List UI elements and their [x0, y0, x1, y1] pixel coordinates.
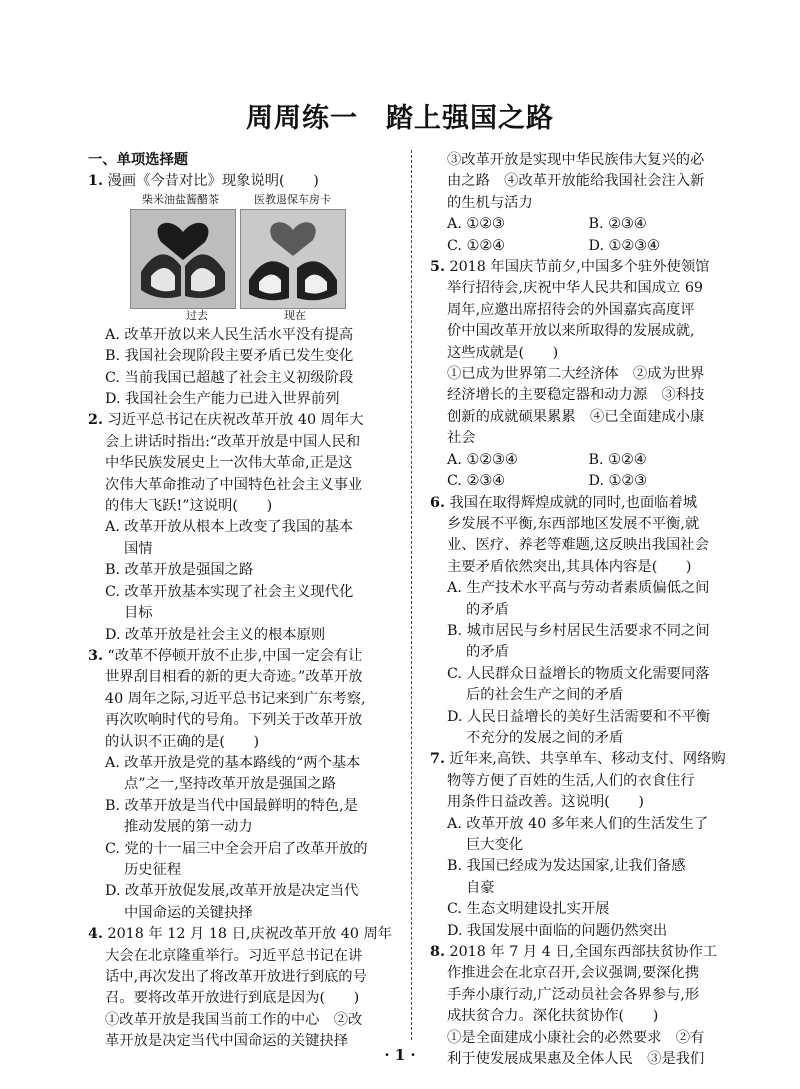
- figure-label-past: 过去: [186, 308, 208, 322]
- question-text-line: 次伟大革命推动了中国特色社会主义事业: [105, 476, 363, 493]
- answer-option-continued: 的矛盾: [466, 601, 509, 618]
- answer-option-continued: 巨大变化: [466, 837, 524, 853]
- question-number: 8.: [430, 944, 445, 961]
- question-stem: 5. 2018 年国庆节前夕,中国多个驻外使领馆: [430, 259, 710, 276]
- question-text-line: 会上讲话时指出:“改革开放是中国人民和: [105, 433, 361, 450]
- question-text-line: 价中国改革开放以来所取得的发展成就,: [447, 323, 695, 340]
- question-stem: 2. 习近平总书记在庆祝改革开放 40 周年大: [88, 412, 364, 429]
- figure-label-present: 现在: [284, 308, 306, 322]
- right-question-lines: [430, 150, 730, 1070]
- question-stem: 3. “改革不停顿开放不止步,中国一定会有让: [88, 647, 363, 664]
- question-text-line: 成扶贫合力。深化扶贫协作( ): [447, 1008, 659, 1025]
- answer-option-continued: 目标: [124, 605, 153, 622]
- answer-option: A. ①②③: [447, 216, 505, 233]
- question-text-line: 再次吹响时代的号角。下列关于改革开放: [105, 712, 363, 729]
- question-text-line: 乡发展不平衡,东西部地区发展不平衡,就: [447, 515, 700, 532]
- question-text-line: 的生机与活力: [447, 194, 533, 211]
- question-text-line: 世界刮目相看的新的更大奇迹。”改革开放: [105, 669, 363, 686]
- answer-option-continued: 国情: [124, 540, 153, 557]
- answer-option: C. ①②④: [447, 237, 505, 254]
- answer-option: D. ①②③④: [588, 237, 660, 254]
- option-row: [430, 471, 730, 492]
- question-text-line: 业、医疗、养老等难题,这反映出我国社会: [447, 537, 709, 554]
- question-number: 5.: [430, 259, 445, 276]
- answer-option: D. 我国发展中面临的问题仍然突出: [447, 922, 668, 939]
- question-number: 6.: [430, 494, 445, 511]
- answer-option-continued: 点”之一,坚持改革开放是强国之路: [124, 776, 337, 793]
- answer-option: C. 生态文明建设扎实开展: [447, 901, 610, 918]
- question-text-line: 由之路 ④改革开放能给我国社会注入新: [447, 173, 705, 190]
- question-text-line: ①是全面建成小康社会的必然要求 ②有: [447, 1029, 705, 1046]
- answer-option: D. 改革开放是社会主义的根本原则: [105, 626, 326, 643]
- question-text-line: 物等方便了百姓的生活,人们的衣食住行: [447, 772, 695, 789]
- question-text-line: 举行招待会,庆祝中华人民共和国成立 69: [447, 280, 704, 297]
- question-text-line: 社会: [447, 430, 476, 447]
- option-row: [430, 236, 730, 257]
- answer-option: A. 改革开放是党的基本路线的“两个基本: [105, 754, 361, 771]
- answer-option: B. ②③④: [588, 216, 647, 233]
- question-number: 1.: [88, 173, 103, 190]
- option-row: [430, 214, 730, 235]
- question-text-line: ③改革开放是实现中华民族伟大复兴的必: [447, 152, 705, 168]
- page-title: 周周练一 踏上强国之路: [246, 103, 554, 134]
- answer-option: C. 党的十一届三中全会开启了改革开放的: [105, 840, 368, 857]
- question-stem: 1. 漫画《今昔对比》现象说明( ): [88, 173, 319, 190]
- question-text-line: 中华民族发展史上一次伟大革命,正是这: [105, 455, 353, 472]
- question-text-line: 革开放是决定当代中国命运的关键抉择: [105, 1033, 349, 1050]
- question-stem: 4. 2018 年 12 月 18 日,庆祝改革开放 40 周年: [88, 926, 393, 943]
- answer-option: C. 改革开放基本实现了社会主义现代化: [105, 583, 354, 600]
- question-text-line: ①已成为世界第二大经济体 ②成为世界: [447, 366, 705, 383]
- answer-option-continued: 的矛盾: [466, 644, 509, 661]
- option-row: [430, 450, 730, 471]
- section-heading: 一、单项选择题: [88, 152, 189, 168]
- question-stem: 8. 2018 年 7 月 4 日,全国东西部扶贫协作工: [430, 944, 718, 961]
- answer-option: D. 我国社会生产能力已进入世界前列: [105, 391, 340, 408]
- answer-option: B. 改革开放是强国之路: [105, 562, 254, 579]
- answer-option: A. 改革开放以来人民生活水平没有提高: [105, 326, 354, 343]
- question-text-line: 周年,应邀出席招待会的外国嘉宾高度评: [447, 301, 695, 318]
- answer-option: B. ①②④: [588, 451, 647, 468]
- question-stem: 7. 近年来,高铁、共享单车、移动支付、网络购: [430, 751, 726, 768]
- question-text-line: 40 周年之际,习近平总书记来到广东考察,: [105, 690, 366, 707]
- answer-option: C. ②③④: [447, 473, 505, 490]
- answer-option: C. 当前我国已超越了社会主义初级阶段: [105, 369, 354, 386]
- answer-option: B. 城市居民与乡村居民生活要求不同之间: [447, 622, 710, 639]
- column-divider: [411, 150, 412, 1040]
- answer-option: A. 改革开放从根本上改变了我国的基本: [105, 519, 354, 536]
- answer-option: A. 改革开放 40 多年来人们的生活发生了: [447, 815, 709, 832]
- question-text-line: 手奔小康行动,广泛动员社会各界参与,形: [447, 986, 700, 1003]
- answer-option: B. 改革开放是当代中国最鲜明的特色,是: [105, 797, 358, 814]
- question-text-line: 经济增长的主要稳定器和动力源 ③科技: [447, 387, 705, 404]
- answer-option: B. 我国社会现阶段主要矛盾已发生变化: [105, 348, 354, 365]
- question-text-line: 作推进会在北京召开,会议强调,要深化携: [447, 965, 700, 982]
- question-text-line: 主要矛盾依然突出,其具体内容是( ): [447, 558, 692, 575]
- answer-option: A. ①②③④: [447, 451, 518, 468]
- answer-option-continued: 后的社会生产之间的矛盾: [466, 687, 624, 704]
- question-text-line: 这些成就是( ): [447, 344, 559, 361]
- cartoon-present-image: [240, 209, 346, 309]
- question-stem: 6. 我国在取得辉煌成就的同时,也面临着城: [430, 494, 698, 511]
- answer-option-continued: 历史征程: [124, 861, 182, 878]
- figure-caption-left: 柴米油盐酱醋茶: [142, 192, 219, 206]
- answer-option: B. 我国已经成为发达国家,让我们备感: [447, 858, 686, 875]
- question-text-line: 的认识不正确的是( ): [105, 733, 260, 750]
- question-number: 7.: [430, 751, 445, 768]
- left-column: [88, 150, 393, 1053]
- answer-option-continued: 自豪: [466, 879, 495, 896]
- question-text-line: 利于使发展成果惠及全体人民 ③是我们: [447, 1051, 705, 1068]
- question-text-line: 用条件日益改善。这说明( ): [447, 794, 645, 811]
- question-text-line: 大会在北京隆重举行。习近平总书记在讲: [105, 947, 363, 964]
- answer-option: C. 人民群众日益增长的物质文化需要同落: [447, 665, 710, 682]
- answer-option-continued: 推动发展的第一动力: [124, 819, 253, 836]
- question-number: 4.: [88, 926, 103, 943]
- question-text-line: 话中,再次发出了将改革开放进行到底的号: [105, 969, 367, 985]
- answer-option: D. 改革开放促发展,改革开放是决定当代: [105, 883, 359, 900]
- page-number: · 1 ·: [384, 1046, 416, 1064]
- question-text-line: 的伟大飞跃!”这说明( ): [105, 498, 273, 515]
- question-text-line: ①改革开放是我国当前工作的中心 ②改: [105, 1011, 363, 1028]
- right-column: [430, 150, 730, 1070]
- answer-option-continued: 不充分的发展之间的矛盾: [466, 729, 624, 746]
- answer-option: D. ①②③: [588, 473, 647, 490]
- answer-option: D. 人民日益增长的美好生活需要和不平衡: [447, 708, 711, 725]
- question-text-line: 创新的成就硕果累累 ④已全面建成小康: [447, 408, 705, 425]
- answer-option: A. 生产技术水平高与劳动者素质偏低之间: [447, 580, 710, 597]
- left-question-lines: [88, 171, 393, 1052]
- answer-option-continued: 中国命运的关键抉择: [124, 904, 253, 921]
- question-number: 3.: [88, 647, 103, 664]
- figure-caption-right: 医教退保车房卡: [254, 192, 331, 206]
- question-text-line: 召。要将改革开放进行到底是因为( ): [105, 990, 360, 1007]
- cartoon-figure: [88, 193, 393, 325]
- cartoon-past-image: [130, 209, 236, 309]
- question-number: 2.: [88, 412, 103, 429]
